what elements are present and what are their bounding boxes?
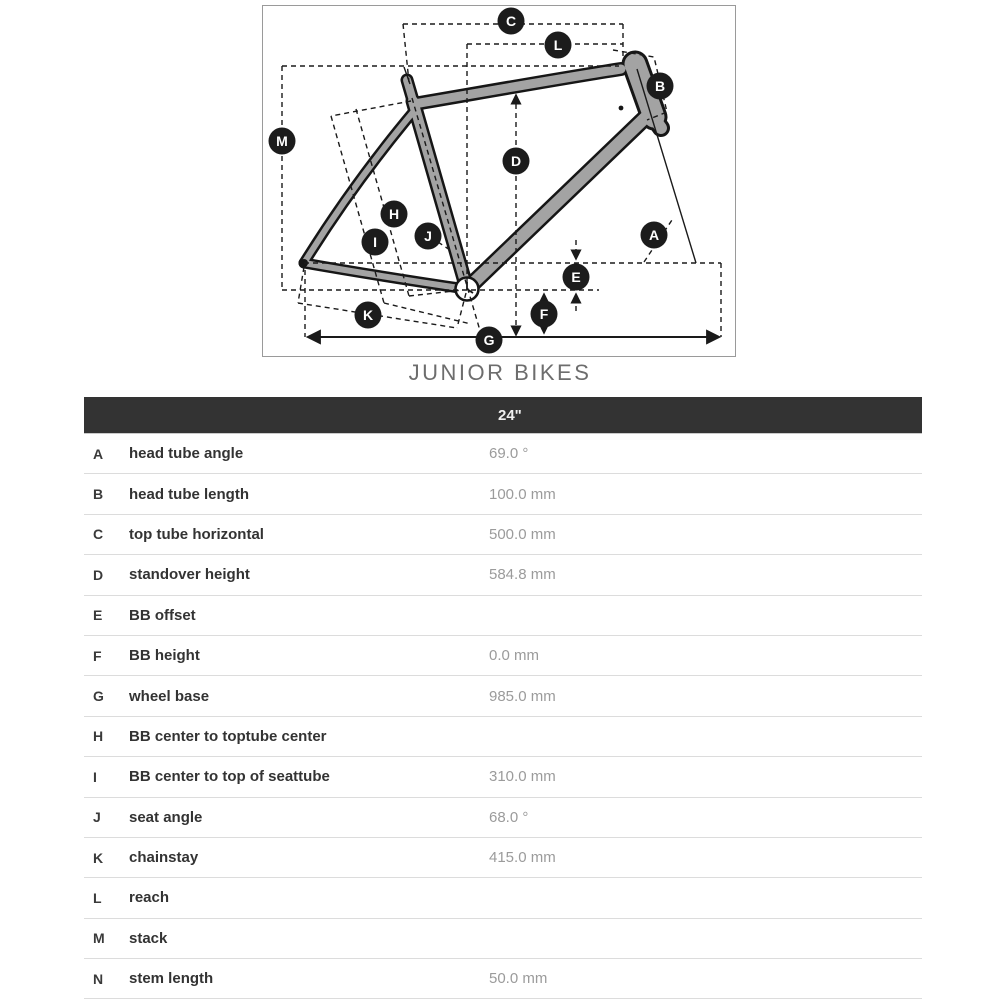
badge-c-letter: C bbox=[505, 13, 517, 29]
table-row bbox=[84, 838, 922, 878]
row-value: 50.0 mm bbox=[489, 970, 548, 988]
badge-a bbox=[641, 222, 668, 249]
badge-f-letter: F bbox=[539, 306, 549, 322]
row-label: BB height bbox=[129, 647, 200, 665]
row-label: head tube angle bbox=[129, 445, 244, 463]
row-letter: B bbox=[93, 486, 104, 503]
bike-frame-diagram bbox=[263, 6, 735, 356]
badge-h-letter: H bbox=[388, 206, 400, 222]
row-letter: A bbox=[93, 445, 104, 462]
frame-silhouette bbox=[300, 64, 661, 301]
badge-g bbox=[476, 327, 503, 354]
badge-e bbox=[563, 264, 590, 291]
badge-l bbox=[545, 32, 572, 59]
table-row bbox=[84, 919, 922, 959]
badge-a-letter: A bbox=[648, 227, 660, 243]
row-label: head tube length bbox=[129, 485, 249, 503]
table-row bbox=[84, 596, 922, 636]
badge-g-letter: G bbox=[483, 332, 495, 348]
row-value: 0.0 mm bbox=[489, 647, 540, 665]
table-row bbox=[84, 878, 922, 918]
badge-l-letter: L bbox=[553, 37, 563, 53]
badge-i-letter: I bbox=[373, 234, 377, 250]
row-label: stem length bbox=[129, 970, 214, 988]
row-value: 415.0 mm bbox=[489, 849, 556, 867]
row-label: seat angle bbox=[129, 808, 203, 826]
row-value: 310.0 mm bbox=[489, 768, 556, 786]
row-letter: G bbox=[93, 688, 104, 705]
row-label: BB center to toptube center bbox=[129, 727, 327, 745]
table-row bbox=[84, 434, 922, 474]
table-row bbox=[84, 717, 922, 757]
geometry-table bbox=[84, 397, 922, 999]
badge-m bbox=[269, 128, 296, 155]
badge-h bbox=[381, 201, 408, 228]
row-letter: L bbox=[93, 889, 102, 906]
badge-c bbox=[498, 8, 525, 35]
row-letter: H bbox=[93, 728, 104, 745]
badge-k bbox=[355, 302, 382, 329]
row-label: stack bbox=[129, 929, 168, 947]
table-row bbox=[84, 676, 922, 716]
row-label: standover height bbox=[129, 566, 250, 584]
table-row bbox=[84, 636, 922, 676]
row-value: 69.0 ° bbox=[489, 445, 529, 463]
construction-lines bbox=[282, 24, 721, 337]
row-label: wheel base bbox=[129, 687, 210, 705]
badge-k-letter: K bbox=[362, 307, 374, 323]
row-value: 68.0 ° bbox=[489, 808, 529, 826]
table-row bbox=[84, 757, 922, 797]
badge-b bbox=[647, 73, 674, 100]
row-letter: D bbox=[93, 566, 104, 583]
row-letter: N bbox=[93, 970, 104, 987]
table-row bbox=[84, 474, 922, 514]
row-label: BB center to top of seattube bbox=[129, 768, 330, 786]
table-row bbox=[84, 798, 922, 838]
badge-f bbox=[531, 301, 558, 328]
table-row bbox=[84, 959, 922, 999]
geometry-diagram bbox=[262, 5, 736, 357]
badge-m-letter: M bbox=[276, 133, 288, 149]
row-letter: J bbox=[93, 809, 101, 826]
row-letter: F bbox=[93, 647, 102, 664]
table-row bbox=[84, 555, 922, 595]
badge-e-letter: E bbox=[571, 269, 581, 285]
size-column-header: 24" bbox=[498, 406, 522, 424]
row-value: 500.0 mm bbox=[489, 525, 556, 543]
row-label: reach bbox=[129, 889, 170, 907]
table-body bbox=[84, 434, 922, 999]
badge-d-letter: D bbox=[510, 153, 522, 169]
section-caption: JUNIOR BIKES bbox=[408, 360, 592, 385]
row-value: 584.8 mm bbox=[489, 566, 556, 584]
parallel-bottom-connector-i bbox=[384, 303, 471, 324]
badge-b-letter: B bbox=[654, 78, 666, 94]
badge-d bbox=[503, 148, 530, 175]
row-label: top tube horizontal bbox=[129, 525, 264, 543]
row-value: 100.0 mm bbox=[489, 485, 556, 503]
badge-j bbox=[415, 223, 442, 250]
row-label: chainstay bbox=[129, 849, 199, 867]
table-header bbox=[84, 397, 922, 434]
row-label: BB offset bbox=[129, 606, 196, 624]
row-letter: C bbox=[93, 526, 104, 543]
row-value: 985.0 mm bbox=[489, 687, 556, 705]
parallel-top-connector bbox=[331, 101, 411, 116]
row-letter: M bbox=[93, 930, 105, 947]
badge-i bbox=[362, 229, 389, 256]
row-letter: I bbox=[93, 768, 97, 785]
table-row bbox=[84, 515, 922, 555]
cable-port-dot bbox=[619, 106, 624, 111]
row-letter: K bbox=[93, 849, 104, 866]
badge-j-letter: J bbox=[424, 228, 432, 244]
chainstay-left-tick bbox=[298, 267, 304, 303]
row-letter: E bbox=[93, 607, 103, 624]
